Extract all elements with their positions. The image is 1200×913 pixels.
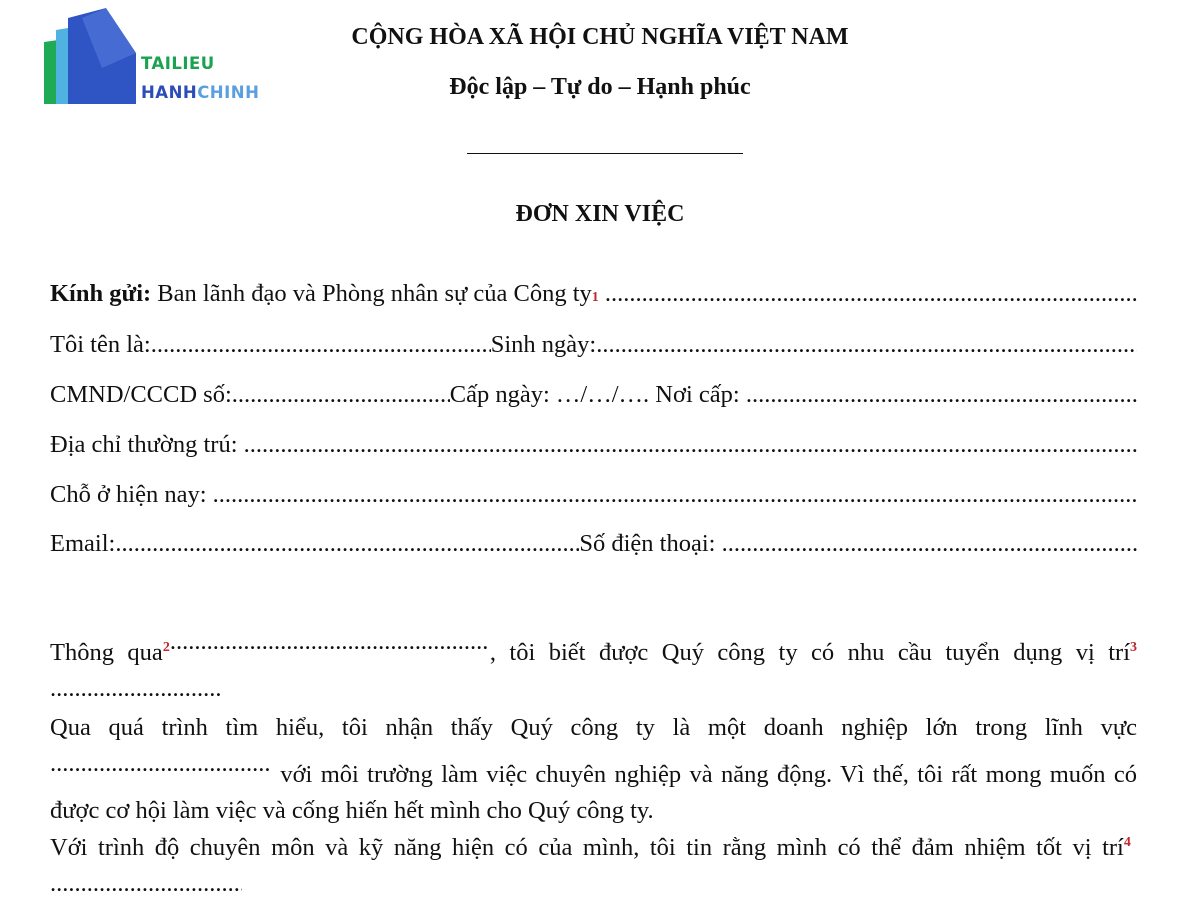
source-blank[interactable] (170, 624, 490, 660)
dob-label: Sinh ngày: (490, 331, 597, 358)
position-blank-2[interactable] (50, 866, 242, 902)
national-motto: Độc lập – Tự do – Hạnh phúc (449, 74, 751, 100)
footnote-3: 3 (1130, 640, 1137, 655)
name-line (50, 331, 1137, 359)
name-blank[interactable] (151, 331, 491, 359)
phone-blank[interactable] (722, 530, 1137, 558)
permanent-address-label: Địa chỉ thường trú: (50, 431, 238, 458)
email-blank[interactable] (115, 530, 579, 558)
p2-rest: với môi trường làm việc chuyên nghiệp và năng động. Vì thế, tôi rất mong muốn có được cơ hội làm việc và cống hiến hết mình cho Quý công ty. (50, 761, 1137, 824)
permanent-address-line (50, 431, 1137, 459)
phone-label: Số điện thoại: (579, 530, 716, 557)
p1-intro: Thông qua (50, 639, 163, 666)
field-blank[interactable] (50, 746, 272, 782)
current-address-blank[interactable] (213, 481, 1137, 509)
contact-line (50, 530, 1137, 558)
issue-date-value[interactable]: …/…/…. (555, 381, 650, 408)
permanent-address-blank[interactable] (244, 431, 1137, 459)
name-label: Tôi tên là: (50, 331, 151, 358)
id-label: CMND/CCCD số: (50, 381, 232, 408)
paragraph-company (50, 710, 1137, 829)
current-address-label: Chỗ ở hiện nay: (50, 481, 207, 508)
p1-rest: , tôi biết được Quý công ty có nhu cầu tuyển dụng vị trí (489, 639, 1130, 666)
current-address-line (50, 481, 1137, 509)
logo-text-line1: TAILIEU (141, 54, 215, 73)
p2-intro: Qua quá trình tìm hiểu, tôi nhận thấy Quý công ty là một doanh nghiệp lớn trong lĩnh vực (50, 714, 1137, 741)
paragraph-capability (50, 830, 1137, 913)
id-line (50, 381, 1137, 409)
document-title: ĐƠN XIN VIỆC (515, 201, 685, 227)
recipient-line: Kính gửi: Ban lãnh đạo và Phòng nhân sự của Công ty 1 ..... (50, 280, 1137, 308)
issue-place-label: Nơi cấp: (655, 381, 740, 408)
recipient-label: Kính gửi: (50, 280, 152, 307)
paragraph-source (50, 624, 1137, 718)
issue-place-blank[interactable] (746, 381, 1137, 409)
logo-text-chinh: CHINH (197, 83, 260, 102)
logo-text-line2 (141, 83, 259, 103)
recipient-blank[interactable] (605, 280, 1137, 308)
id-blank[interactable] (232, 381, 450, 409)
recipient-text: Ban lãnh đạo và Phòng nhân sự của Công ty (157, 280, 592, 307)
footnote-2: 2 (162, 640, 170, 655)
position-blank-1[interactable] (50, 671, 220, 707)
footnote-4: 4 (1123, 835, 1131, 850)
national-title: CỘNG HÒA XÃ HỘI CHỦ NGHĨA VIỆT NAM (351, 24, 849, 50)
email-label: Email: (50, 530, 116, 557)
logo-text-hanh: HANH (141, 83, 198, 102)
header-divider (467, 153, 743, 154)
p3-text: Với trình độ chuyên môn và kỹ năng hiện có của mình, tôi tin rằng mình có thể đảm nhiệm tốt vị trí (50, 834, 1124, 861)
dob-blank[interactable] (596, 331, 1137, 359)
issue-date-label: Cấp ngày: (449, 381, 550, 408)
logo-mark-icon (42, 8, 152, 108)
